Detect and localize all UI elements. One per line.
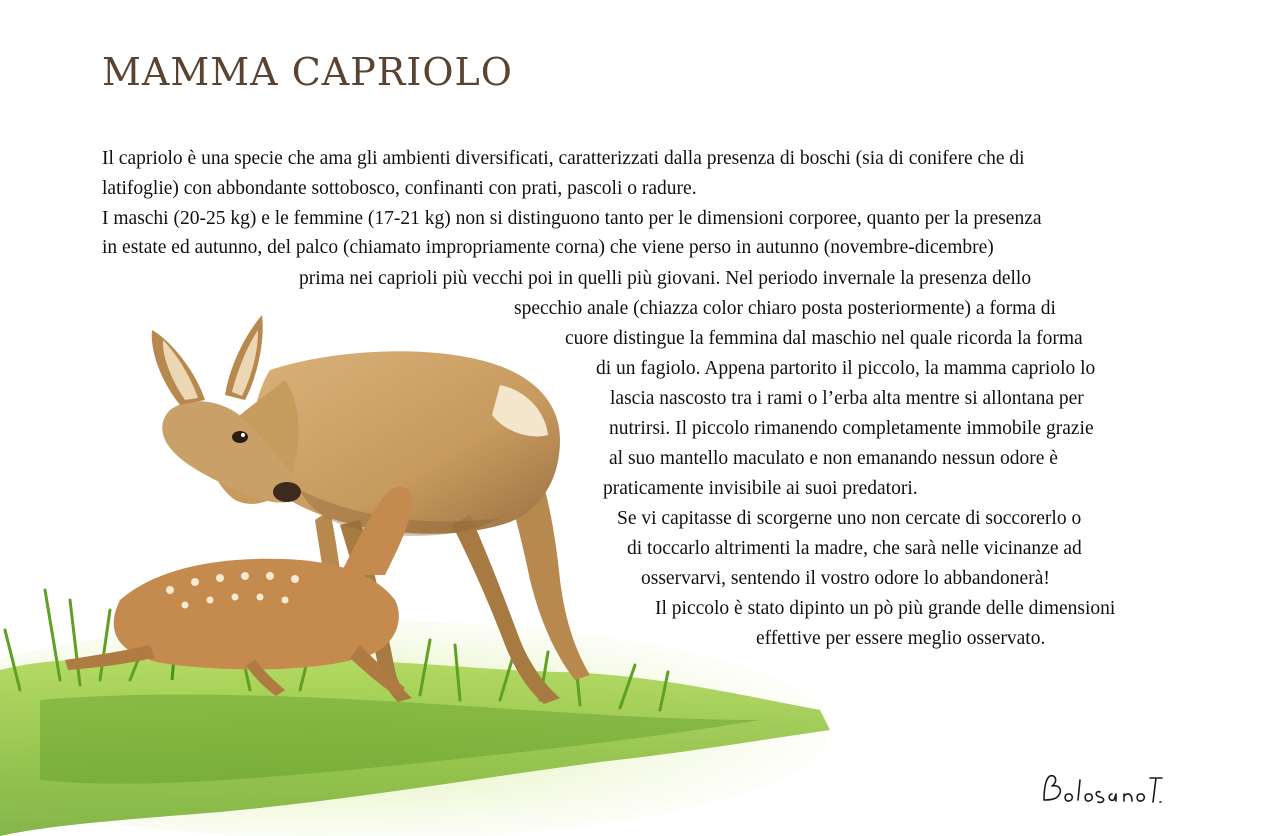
page-title: MAMMA CAPRIOLO [102,50,513,94]
body-line-9: lascia nascosto tra i rami o l’erba alta mentre si allontana per [610,388,1084,409]
body-line-14: di toccarlo altrimenti la madre, che sarà nelle vicinanze ad [627,538,1082,559]
body-line-5: prima nei caprioli più vecchi poi in quelli più giovani. Nel periodo invernale la presenza dello [299,268,1032,289]
body-line-15: osservarvi, sentendo il vostro odore lo abbandonerà! [641,568,1050,589]
body-line-10: nutrirsi. Il piccolo rimanendo completamente immobile grazie [609,418,1094,439]
artist-signature [1038,770,1168,810]
body-line-2: latifoglie) con abbondante sottobosco, confinanti con prati, pascoli o radure. [102,178,697,199]
body-line-6: specchio anale (chiazza color chiaro posta posteriormente) a forma di [514,298,1056,319]
body-line-11: al suo mantello maculato e non emanando nessun odore è [609,448,1058,469]
body-line-1: Il capriolo è una specie che ama gli ambienti diversificati, caratterizzati dalla presenza di boschi (sia di conifere che di [102,148,1025,169]
body-line-13: Se vi capitasse di scorgerne uno non cercate di soccorerlo o [617,508,1082,529]
body-line-7: cuore distingue la femmina dal maschio nel quale ricorda la forma [565,328,1083,349]
deer-illustration [0,300,830,836]
body-line-4: in estate ed autunno, del palco (chiamato impropriamente corna) che viene perso in autunno (novembre-dicembre) [102,237,994,258]
body-line-17: effettive per essere meglio osservato. [756,628,1046,649]
body-line-3: I maschi (20-25 kg) e le femmine (17-21 kg) non si distinguono tanto per le dimensioni corporee, quanto per la presenza [102,208,1042,229]
body-line-8: di un fagiolo. Appena partorito il piccolo, la mamma capriolo lo [596,358,1096,379]
body-line-12: praticamente invisibile ai suoi predatori. [603,478,918,499]
body-line-16: Il piccolo è stato dipinto un pò più grande delle dimensioni [655,598,1116,619]
